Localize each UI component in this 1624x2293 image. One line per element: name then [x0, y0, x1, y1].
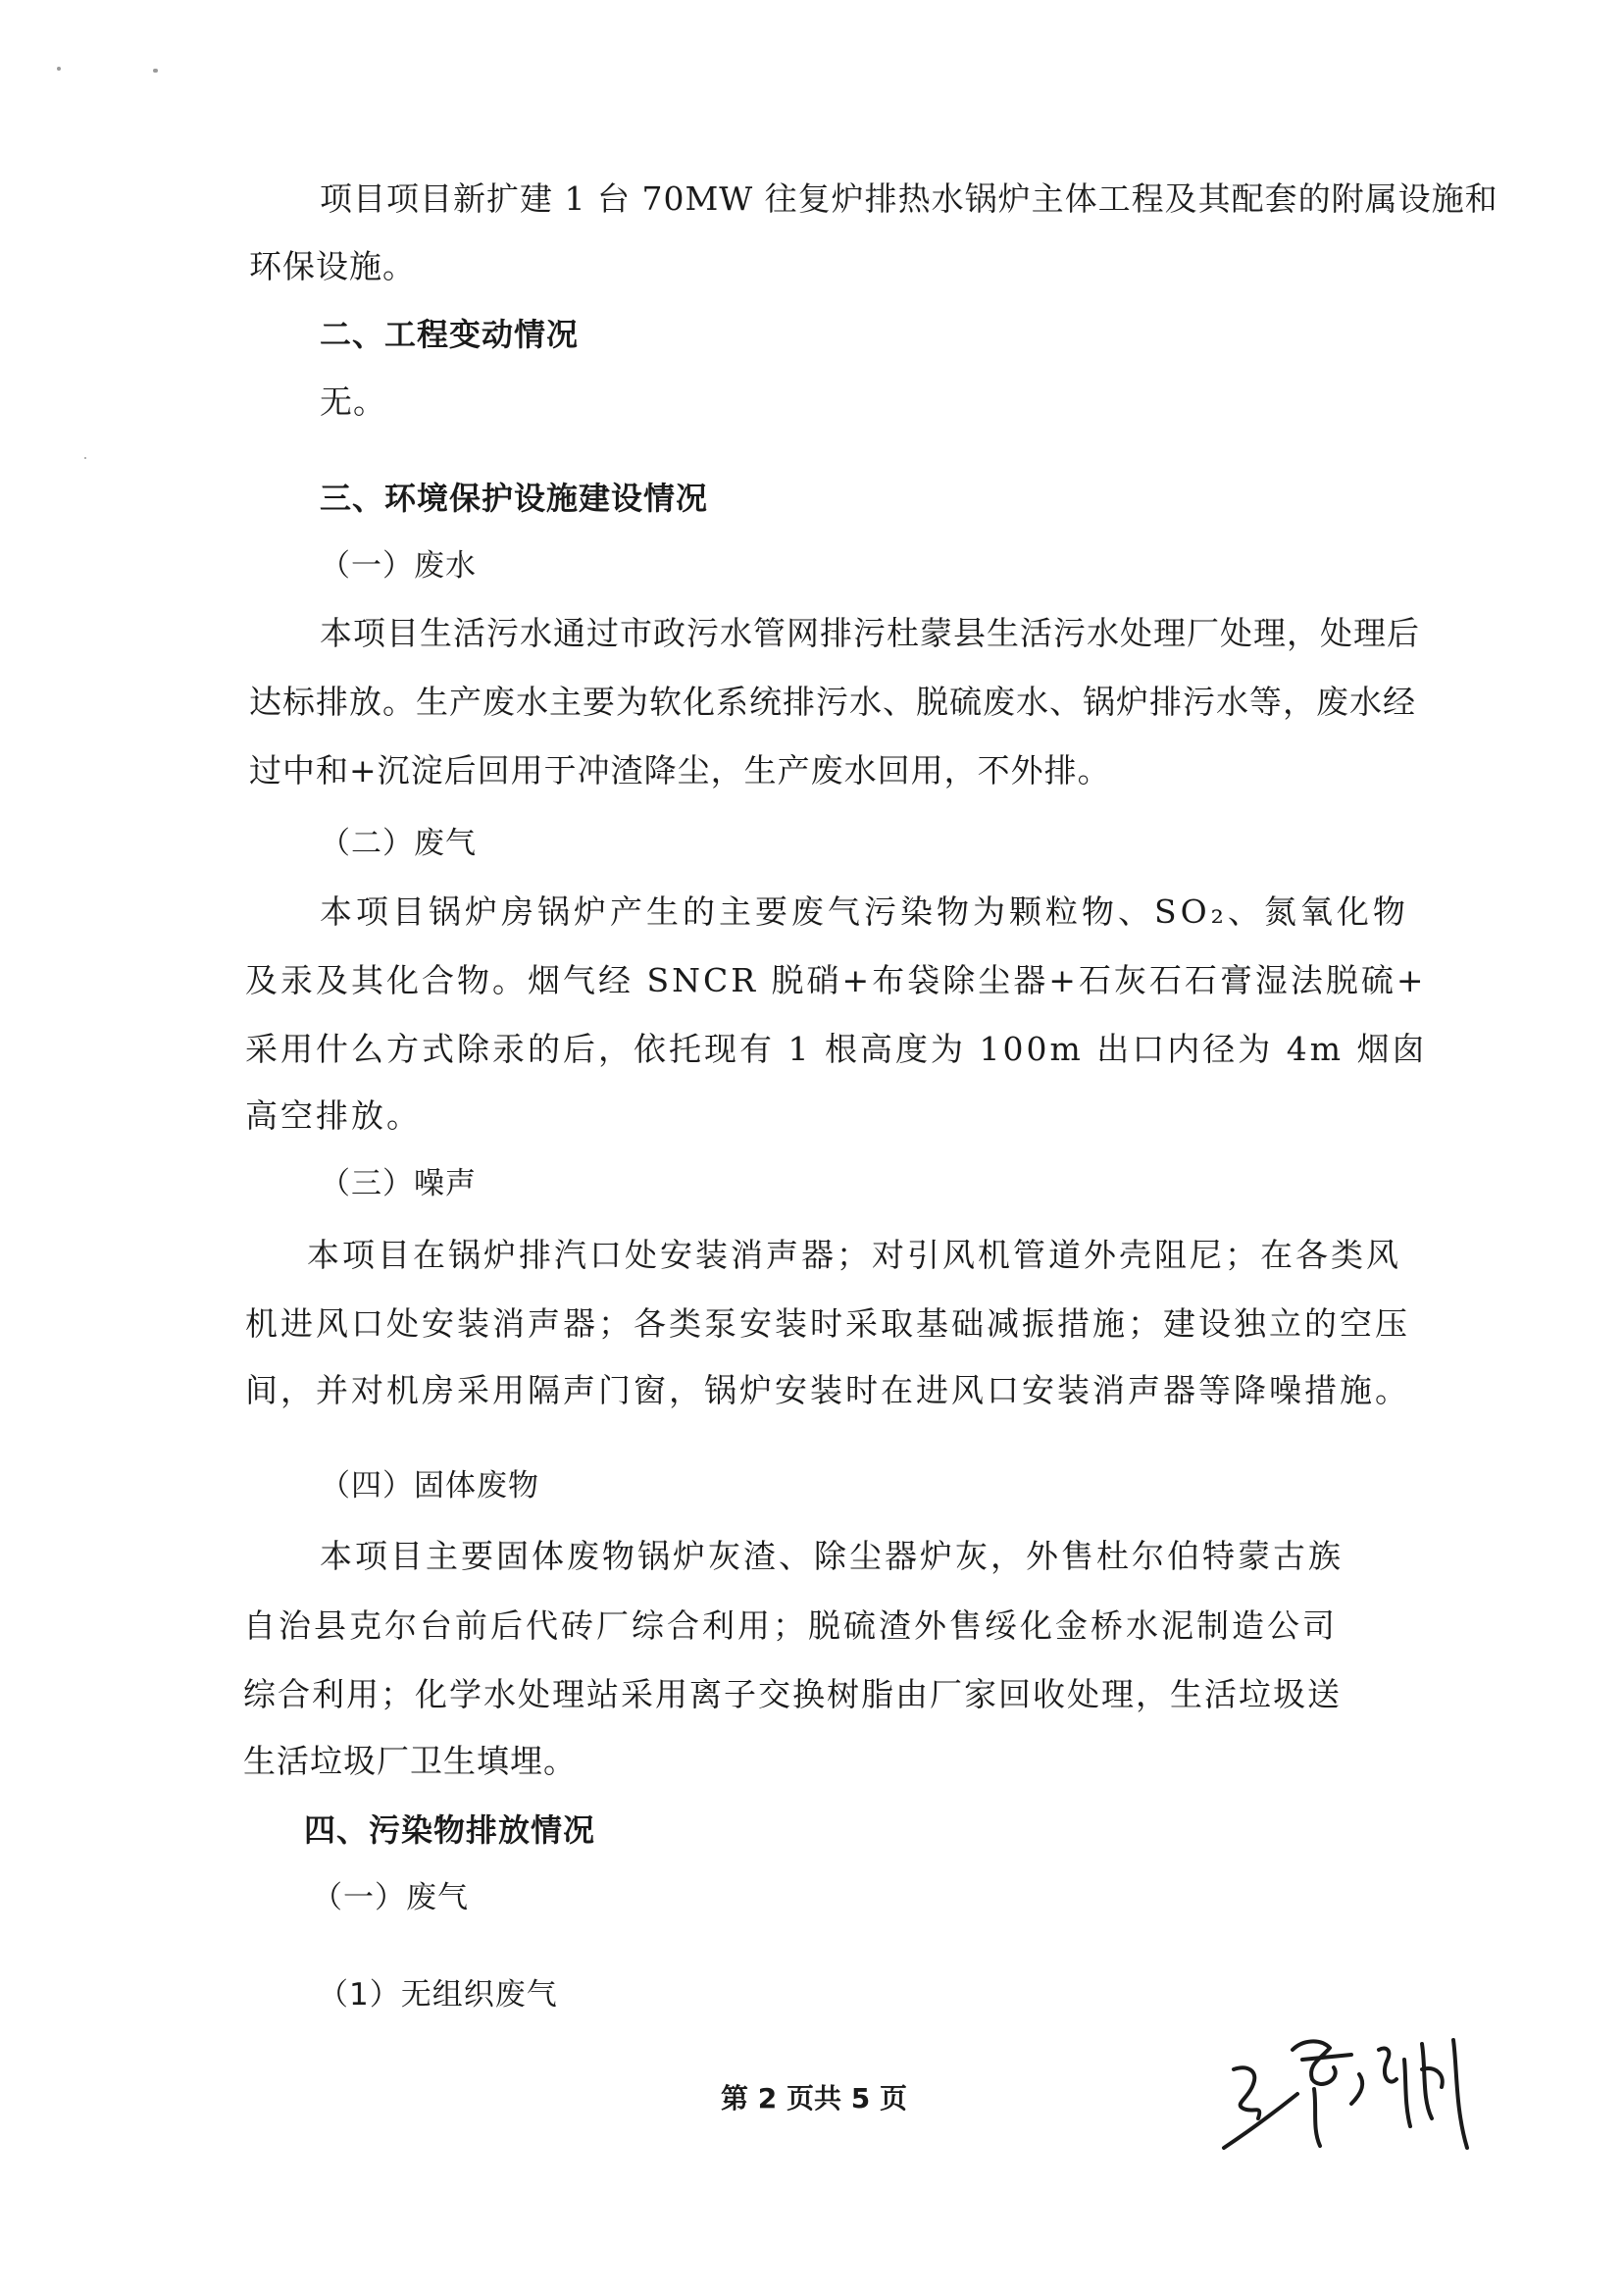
body-line: 本项目主要固体废物锅炉灰渣、除尘器炉灰，外售杜尔伯特蒙古族	[320, 1537, 1344, 1575]
subsection-heading: （四）固体废物	[320, 1468, 539, 1503]
body-line: 项目项目新扩建 1 台 70MW 往复炉排热水锅炉主体工程及其配套的附属设施和	[320, 179, 1498, 218]
body-line: 机进风口处安装消声器；各类泵安装时采取基础减振措施；建设独立的空压	[245, 1304, 1410, 1343]
section-heading: 三、环境保护设施建设情况	[320, 480, 709, 517]
scan-speck	[153, 69, 158, 73]
subsection-heading: （二）废气	[320, 826, 477, 861]
body-line: 采用什么方式除汞的后，依托现有 1 根高度为 100m 出口内径为 4m 烟囱	[245, 1030, 1428, 1068]
page-number: 第 2 页共 5 页	[721, 2082, 907, 2115]
subsection-heading: （一）废气	[312, 1880, 469, 1915]
body-line: 本项目生活污水通过市政污水管网排污杜蒙县生活污水处理厂处理，处理后	[320, 614, 1420, 652]
body-line: 达标排放。生产废水主要为软化系统排污水、脱硫废水、锅炉排污水等，废水经	[249, 683, 1416, 721]
body-line: 及汞及其化合物。烟气经 SNCR 脱硝+布袋除尘器+石灰石石膏湿法脱硫+	[245, 961, 1427, 999]
subsection-heading: （一）废水	[320, 548, 477, 584]
handwritten-signature	[1204, 2011, 1498, 2167]
section-heading: 四、污染物排放情况	[304, 1811, 596, 1849]
body-line: 自治县克尔台前后代砖厂综合利用；脱硫渣外售绥化金桥水泥制造公司	[243, 1606, 1338, 1645]
subsection-heading: （三）噪声	[320, 1166, 477, 1201]
body-line: 无。	[320, 382, 386, 421]
body-line: 综合利用；化学水处理站采用离子交换树脂由厂家回收处理，生活垃圾送	[243, 1675, 1342, 1713]
section-heading: 二、工程变动情况	[320, 316, 580, 353]
scan-speck	[84, 457, 86, 459]
body-line: 间，并对机房采用隔声门窗，锅炉安装时在进风口安装消声器等降噪措施。	[245, 1371, 1410, 1409]
body-line: 本项目在锅炉排汽口处安装消声器；对引风机管道外壳阻尼；在各类风	[307, 1236, 1401, 1274]
body-line: 生活垃圾厂卫生填埋。	[243, 1742, 577, 1780]
body-line: 高空排放。	[245, 1096, 422, 1135]
body-line: 环保设施。	[249, 247, 416, 285]
scan-speck	[57, 67, 61, 71]
body-line: 本项目锅炉房锅炉产生的主要废气污染物为颗粒物、SO₂、氮氧化物	[320, 892, 1409, 931]
body-line: 过中和+沉淀后回用于冲渣降尘，生产废水回用，不外排。	[249, 751, 1111, 790]
subsection-heading: （1）无组织废气	[318, 1977, 558, 2013]
